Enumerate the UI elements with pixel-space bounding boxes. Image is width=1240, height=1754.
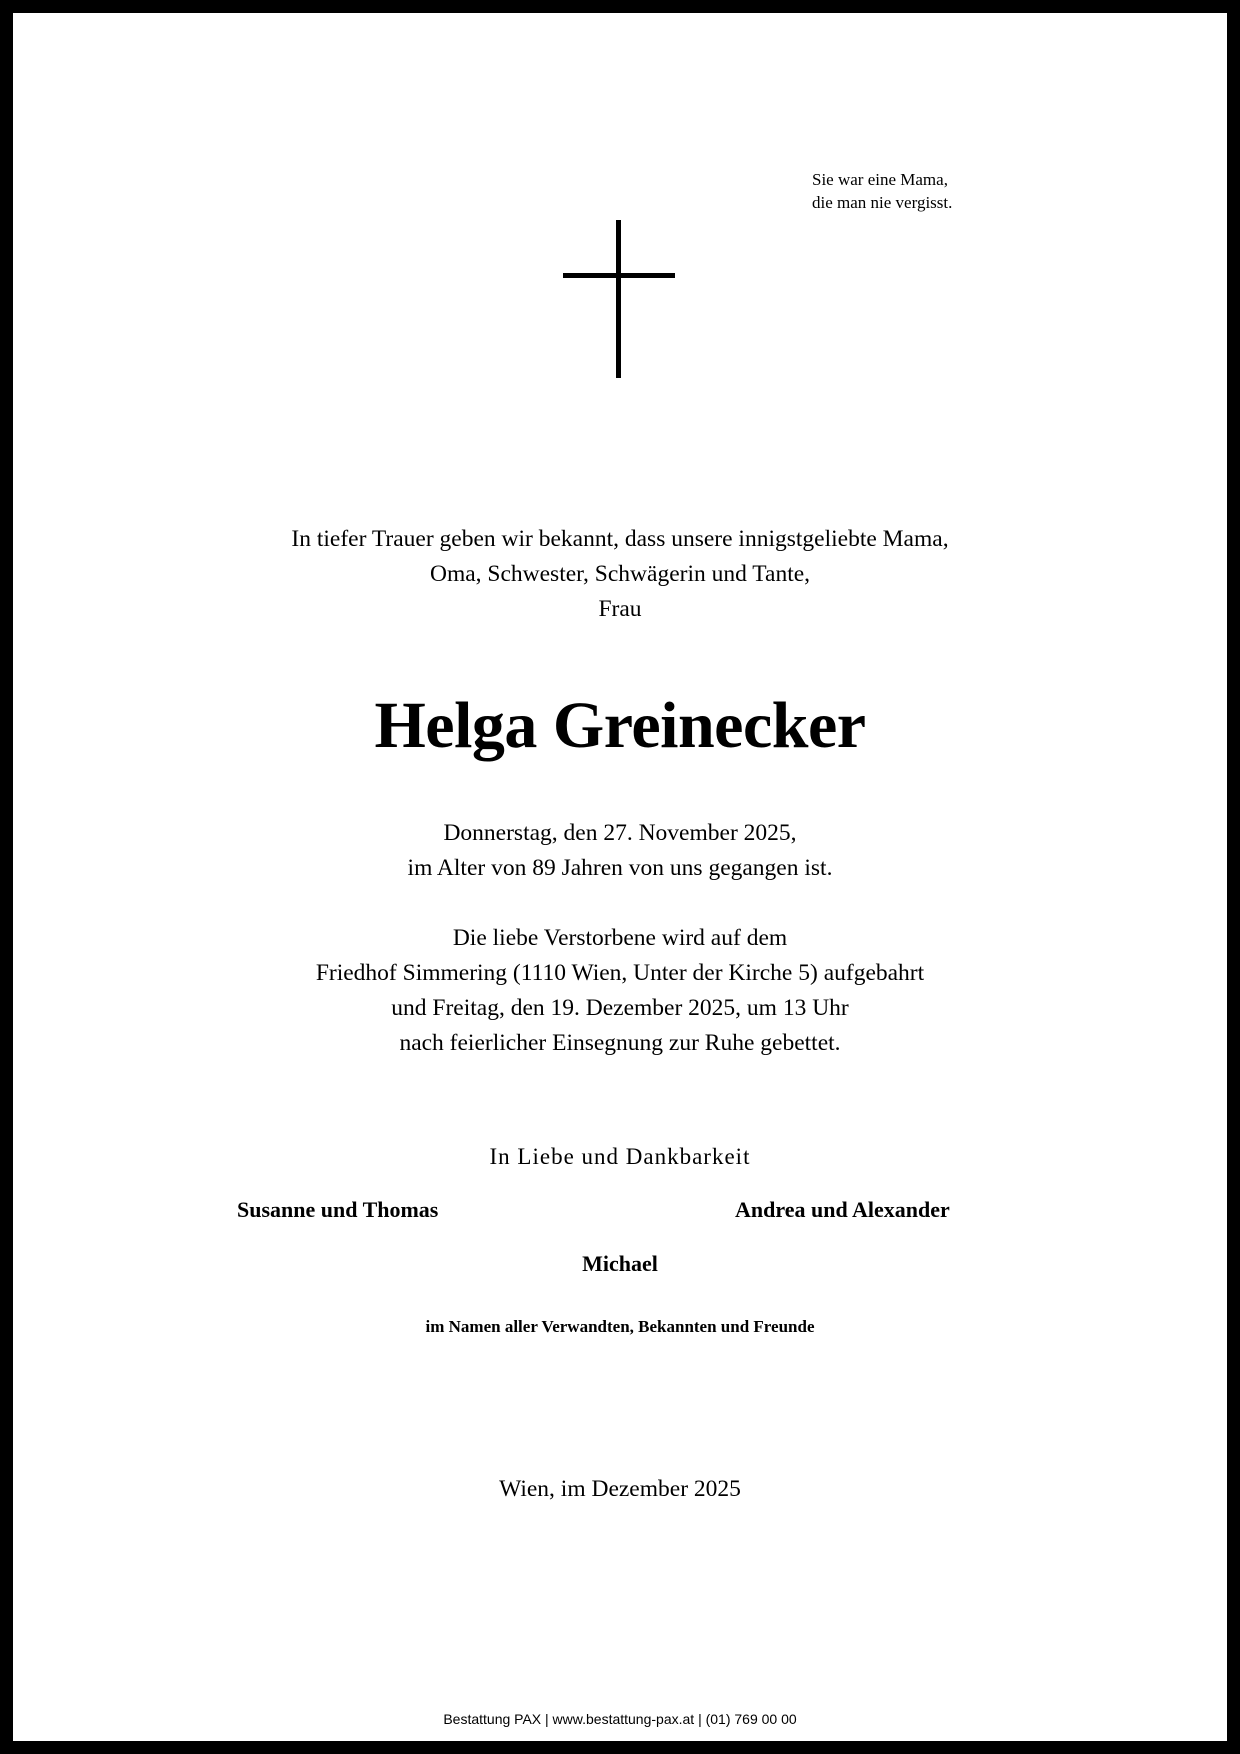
funeral-line-3: und Freitag, den 19. Dezember 2025, um 13 Uhr (391, 995, 849, 1021)
mourner-center: Michael (582, 1251, 658, 1276)
death-line-2: im Alter von 89 Jahren von uns gegangen ist. (407, 855, 833, 881)
intro-line-2: Oma, Schwester, Schwägerin und Tante, (429, 561, 811, 587)
quote-line-1: Sie war eine Mama, (812, 170, 948, 189)
intro-line-3: Frau (598, 596, 642, 622)
announcement-intro (13, 522, 1227, 627)
death-notice (13, 816, 1227, 886)
mourner-right: Andrea und Alexander (735, 1197, 950, 1222)
mourner-left: Susanne und Thomas (237, 1197, 439, 1222)
deceased-name: Helga Greinecker (374, 689, 866, 762)
funeral-line-2: Friedhof Simmering (1110 Wien, Unter der Kirche 5) aufgebahrt (315, 960, 925, 986)
obituary-notice (13, 13, 1227, 1741)
quote-line-2: die man nie vergisst. (812, 193, 953, 212)
intro-line-1: In tiefer Trauer geben wir bekannt, dass unsere innigstgeliebte Mama, (291, 526, 949, 552)
funeral-line-1: Die liebe Verstorbene wird auf dem (452, 925, 788, 951)
memorial-quote (812, 168, 952, 214)
funeral-details (13, 921, 1227, 1061)
death-line-1: Donnerstag, den 27. November 2025, (443, 820, 797, 846)
relatives-note: im Namen aller Verwandten, Bekannten und Freunde (425, 1317, 815, 1336)
place-date: Wien, im Dezember 2025 (499, 1476, 741, 1502)
cross-horizontal-bar (563, 273, 675, 278)
cross-icon (563, 220, 675, 378)
closing-phrase: In Liebe und Dankbarkeit (489, 1144, 751, 1169)
funeral-line-4: nach feierlicher Einsegnung zur Ruhe gebettet. (399, 1030, 841, 1056)
funeral-home-footer: Bestattung PAX | www.bestattung-pax.at | (01) 769 00 00 (443, 1711, 797, 1727)
cross-vertical-bar (616, 220, 621, 378)
